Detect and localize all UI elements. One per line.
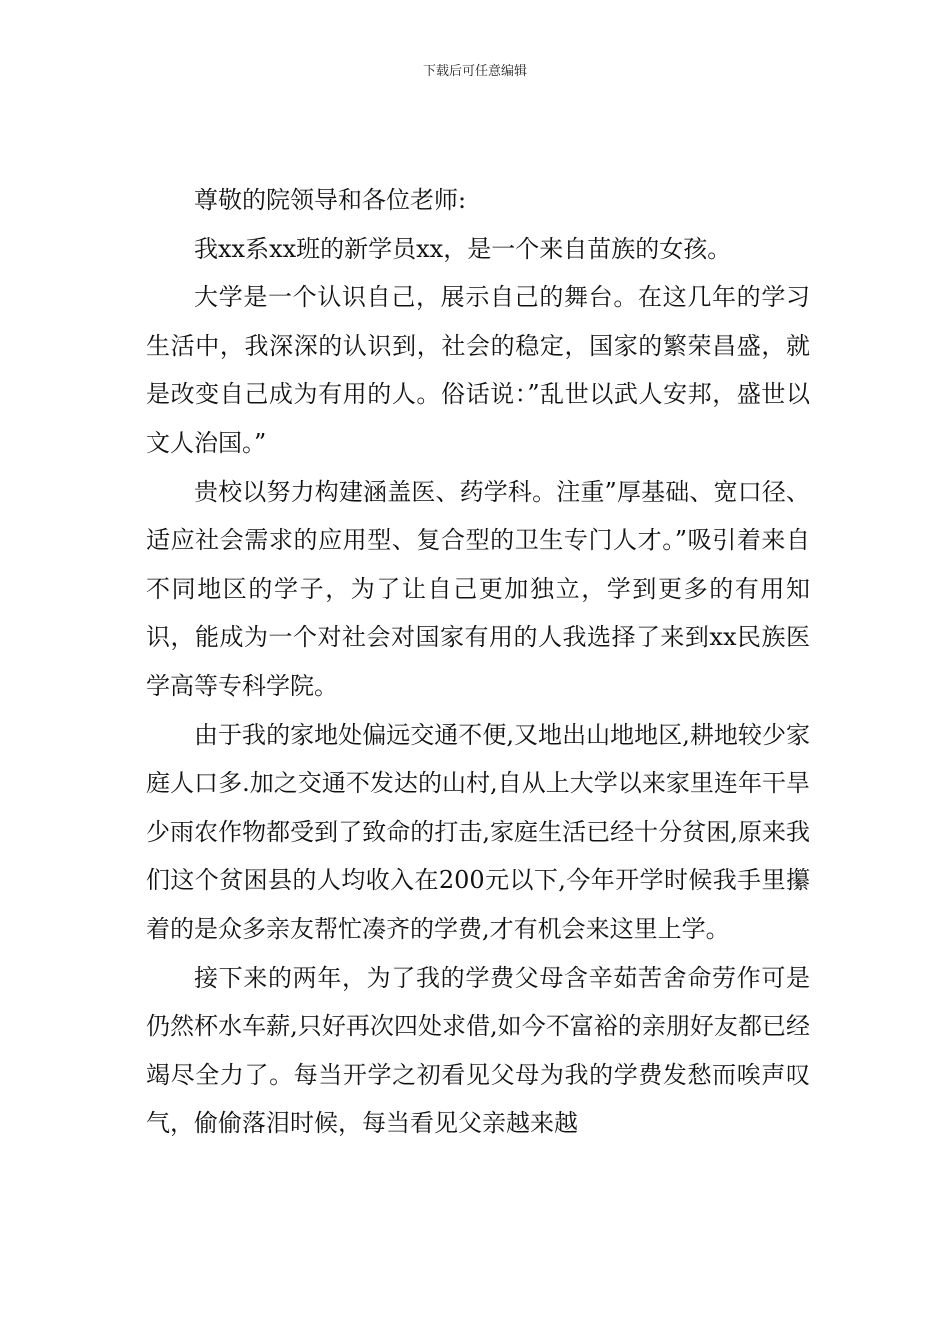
- paragraph-school: 贵校以努力构建涵盖医、药学科。注重”厚基础、宽口径、适应社会需求的应用型、复合型的卫生专门人才。”吸引着来自不同地区的学子，为了让自己更加独立，学到更多的有用知识，能成为一个对社会对国家有用的人我选择了来到xx民族医学高等专科学院。: [146, 477, 810, 700]
- salutation: 尊敬的院领导和各位老师:: [194, 186, 467, 214]
- letter-body: [146, 176, 810, 1148]
- paragraph-intro: 我xx系xx班的新学员xx，是一个来自苗族的女孩。: [194, 234, 732, 263]
- paragraph-tuition: 接下来的两年，为了我的学费父母含辛茹苦舍命劳作可是仍然杯水车薪,只好再次四处求借,如今不富裕的亲朋好友都已经竭尽全力了。每当开学之初看见父母为我的学费发愁而唉声叹气，偷偷落泪时候，每当看见父亲越来越: [146, 963, 810, 1138]
- paragraph-family: 由于我的家地处偏远交通不便,又地出山地地区,耕地较少家庭人口多.加之交通不发达的山村,自从上大学以来家里连年干旱少雨农作物都受到了致命的打击,家庭生活已经十分贫困,原来我们这个贫困县的人均收入在200元以下,今年开学时候我手里攥着的是众多亲友帮忙凑齐的学费,才有机会来这里上学。: [146, 720, 810, 943]
- paragraph-university: 大学是一个认识自己，展示自己的舞台。在这几年的学习生活中，我深深的认识到，社会的稳定，国家的繁荣昌盛，就是改变自己成为有用的人。俗话说：”乱世以武人安邦，盛世以文人治国。”: [146, 283, 810, 457]
- header-note: 下载后可任意编辑: [422, 64, 527, 79]
